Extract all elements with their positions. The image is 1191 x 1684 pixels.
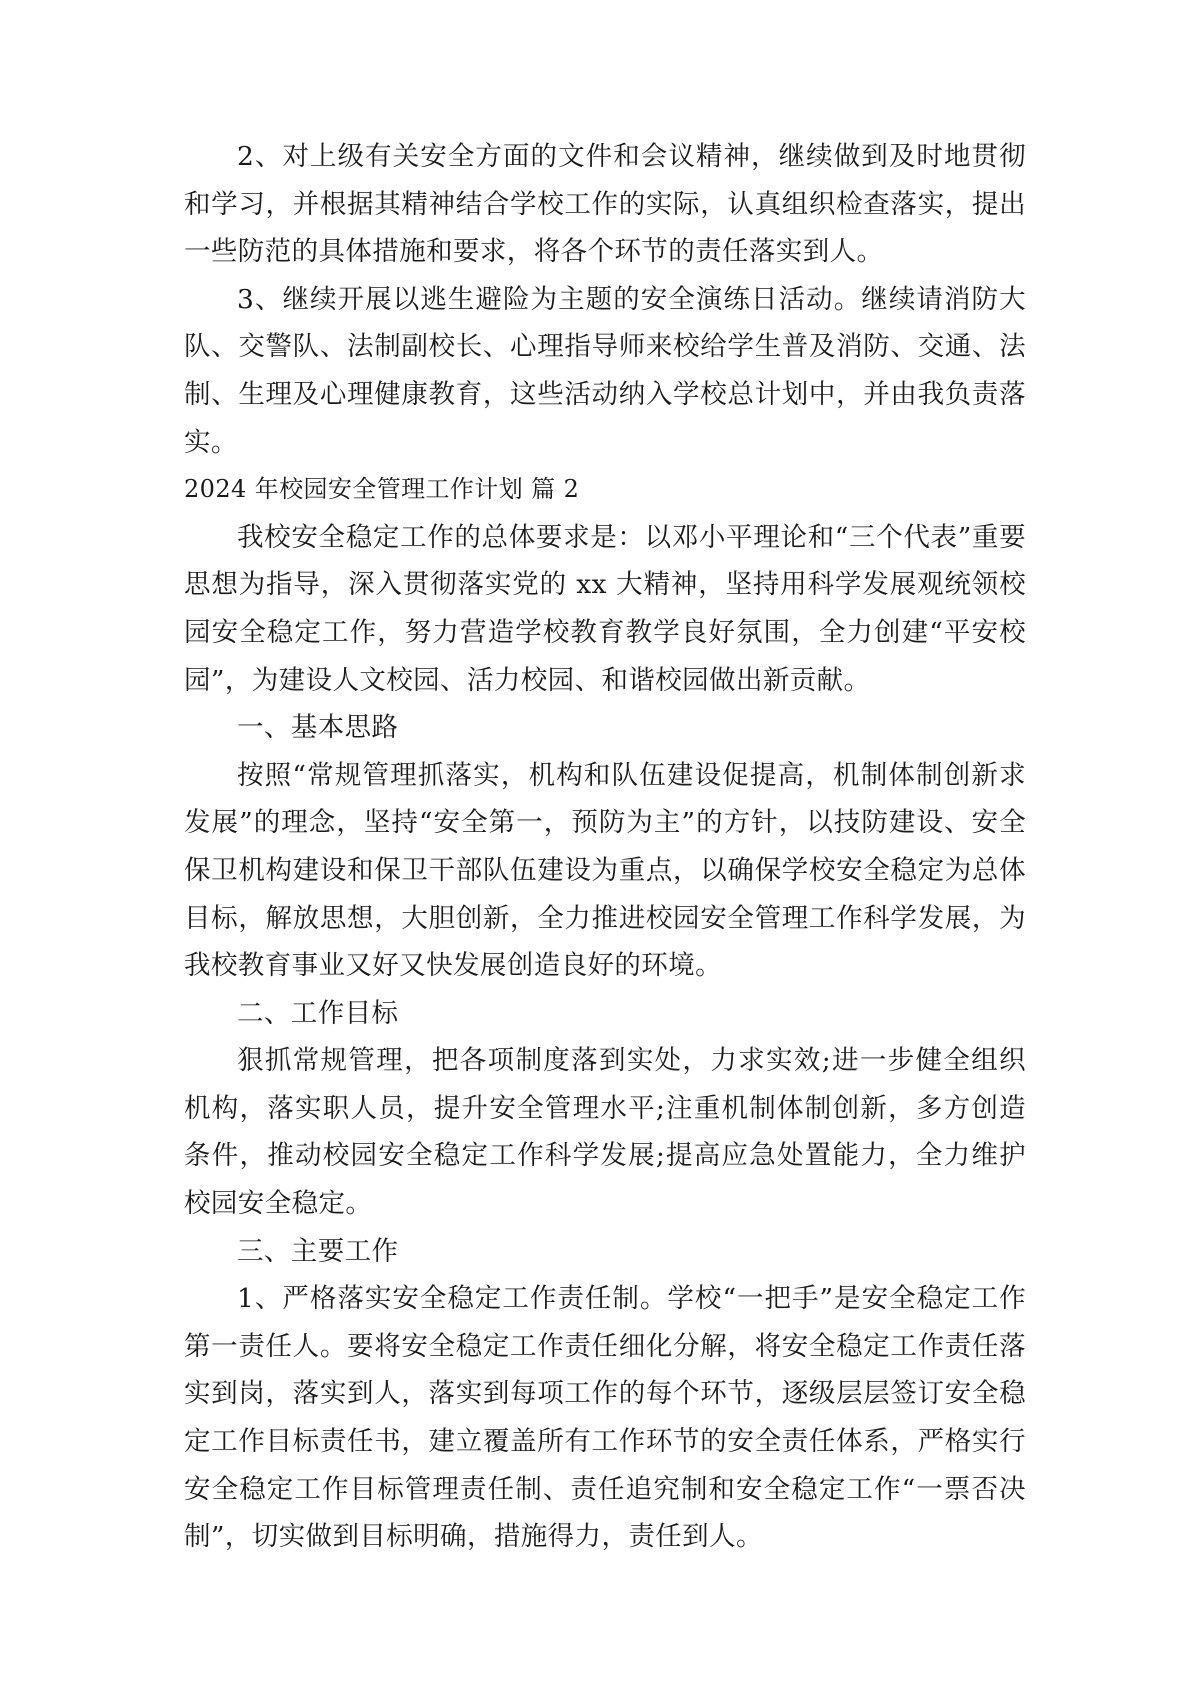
section-basic-ideas-text: 按照“常规管理抓落实，机构和队伍建设促提高，机制体制创新求发展”的理念，坚持“安全第一，预防为主”的方针，以技防建设、安全保卫机构建设和保卫干部队伍建设为重点，以确保学校安全稳定为总体目标，解放思想，大胆创新，全力推进校园安全管理工作科学发展，为我校教育事业又好又快发展创造良好的环境。 <box>184 759 1026 982</box>
paragraph-item-2: 2、对上级有关安全方面的文件和会议精神，继续做到及时地贯彻和学习，并根据其精神结合学校工作的实际，认真组织检查落实，提出一些防范的具体措施和要求，将各个环节的责任落实到人。 <box>184 141 1026 268</box>
section-main-work-text: 1、严格落实安全稳定工作责任制。学校“一把手”是安全稳定工作第一责任人。要将安全稳定工作责任细化分解，将安全稳定工作责任落实到岗，落实到人，落实到每项工作的每个环节，逐级层层签订安全稳定工作目标责任书，建立覆盖所有工作环节的安全责任体系，严格实行安全稳定工作目标管理责任制、责任追究制和安全稳定工作“一票否决制”，切实做到目标明确，措施得力，责任到人。 <box>184 1283 1026 1553</box>
intro-paragraph: 我校安全稳定工作的总体要求是：以邓小平理论和“三个代表”重要思想为指导，深入贯彻落实党的 xx 大精神，坚持用科学发展观统领校园安全稳定工作，努力营造学校教育教学良好氛围，全力创建“平安校园”，为建设人文校园、活力校园、和谐校园做出新贡献。 <box>184 521 1026 696</box>
section-work-goals-text: 狠抓常规管理，把各项制度落到实处，力求实效;进一步健全组织机构，落实职人员，提升安全管理水平;注重机制体制创新，多方创造条件，推动校园安全稳定工作科学发展;提高应急处置能力，全力维护校园安全稳定。 <box>184 1045 1026 1220</box>
document-title: 2024 年校园安全管理工作计划 篇 2 <box>184 475 580 504</box>
paragraph-item-3: 3、继续开展以逃生避险为主题的安全演练日活动。继续请消防大队、交警队、法制副校长、心理指导师来校给学生普及消防、交通、法制、生理及心理健康教育，这些活动纳入学校总计划中，并由我负责落实。 <box>184 283 1026 458</box>
document-body <box>184 133 1026 1561</box>
section-heading-main-work: 三、主要工作 <box>237 1235 399 1267</box>
section-heading-work-goals: 二、工作目标 <box>237 997 399 1029</box>
section-heading-basic-ideas: 一、基本思路 <box>237 712 399 744</box>
